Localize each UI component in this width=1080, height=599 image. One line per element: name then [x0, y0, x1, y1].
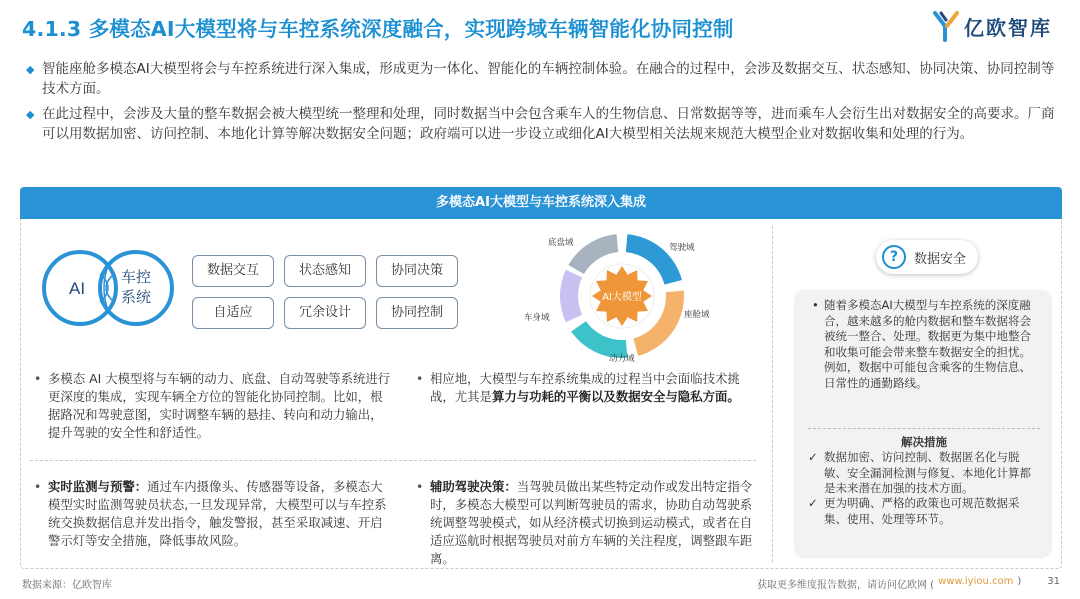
checkmark-icon: ✓ — [808, 450, 818, 464]
ai-vehicle-venn-diagram — [40, 248, 180, 328]
label-chassis-domain: 底盘域 — [548, 238, 574, 248]
diamond-bullet-icon: ◆ — [26, 108, 35, 121]
para-assisted-driving: • 辅助驾驶决策：当驾驶员做出某些特定动作或发出特定指令时，多模态大模型可以判断驾驶员的需求，协助自动驾驶系统调整驾驶模式，如从经济模式切换到运动模式，或者在自适应巡航时根据驾驶员对前方车辆的关注程度，调整跟车距离。 — [416, 479, 753, 566]
logo-text: 亿欧智库 — [964, 15, 1052, 40]
label-driving-domain: 驾驶域 — [669, 243, 695, 253]
measures-heading: 解决措施 — [901, 435, 947, 449]
data-security-label: 数据安全 — [914, 251, 967, 267]
bullet-dot: • — [812, 298, 819, 312]
bullet-dot: • — [416, 479, 424, 494]
website-link[interactable]: www.iyiou.com — [938, 576, 1014, 587]
vertical-divider — [772, 226, 773, 562]
para-realtime-monitoring: • 实时监测与预警：通过车内摄像头、传感器等设备，多模态大模型实时监测驾驶员状态,一旦发现异常，大模型可以与车控系统交换数据信息并发出指令，触发警报，甚至采取减速、开启警示灯等安全措施，降低事故风险。 — [34, 479, 387, 548]
logo-mark-icon — [932, 10, 960, 42]
label-cockpit-domain: 座舱域 — [684, 310, 710, 320]
label-power-domain: 动力域 — [609, 354, 635, 364]
para-tech-challenges: • 相应地，大模型与车控系统集成的过程当中会面临技术挑战，尤其是算力与功耗的平衡以及数据安全与隐私方面。 — [416, 371, 740, 404]
chip-adaptive: 自适应 — [192, 297, 274, 329]
card-divider — [808, 428, 1040, 429]
donut-center-label: AI大模型 — [602, 292, 642, 303]
footer-info: 获取更多维度报告数据，请访问亿欧网 ( www.iyiou.com ) 31 — [757, 576, 1060, 591]
chip-collab-control: 协同控制 — [376, 297, 458, 329]
bullet-dot: • — [34, 479, 42, 494]
chip-collab-decision: 协同决策 — [376, 255, 458, 287]
chip-redundant-design: 冗余设计 — [284, 297, 366, 329]
security-description: • 随着多模态AI大模型与车控系统的深度融合，越来越多的舱内数据和整车数据将会被统一整合、处理。数据更为集中地整合和收集可能会带来整车数据安全的担忧。例如，数据中可能包含乘客的生物信息、日常性的通勤路线。 — [812, 298, 1031, 390]
data-security-badge — [876, 240, 978, 274]
venn-ai-label: AI — [69, 279, 86, 298]
venn-right-line2: 系统 — [121, 288, 152, 306]
para-deep-integration: • 多模态 AI 大模型将与车辆的动力、底盘、自动驾驶等系统进行更深度的集成，实现车辆全方位的智能化协同控制。比如，根据路况和驾驶意图，实时调整车辆的悬挂、转向和动力输出，提升驾驶的安全性和舒适性。 — [34, 371, 391, 440]
bullet-dot: • — [416, 371, 424, 386]
checkmark-icon: ✓ — [808, 496, 818, 510]
venn-right-line1: 车控 — [121, 268, 152, 286]
chip-state-perception: 状态感知 — [284, 255, 366, 287]
horizontal-divider — [30, 460, 756, 461]
intro-bullet-2: ◆ 在此过程中，会涉及大量的整车数据会被大模型统一整理和处理，同时数据当中会包含乘车人的生物信息、日常数据等等，进而乘车人会衍生出对数据安全的高要求。厂商可以用数据加密、访问控制、本地化计算等解决数据安全问题；政府端可以进一步设立或细化AI大模型相关法规来规范大模型企业对数据收集和处理的行为。 — [26, 105, 1062, 144]
diamond-bullet-icon: ◆ — [26, 63, 35, 76]
chip-data-interaction: 数据交互 — [192, 255, 274, 287]
panel-title: 多模态AI大模型与车控系统深入集成 — [20, 187, 1062, 219]
question-icon: ? — [882, 245, 906, 269]
label-body-domain: 车身域 — [524, 313, 550, 323]
measure-item: ✓ 更为明确、严格的政策也可规范数据采集、使用、处理等环节。 — [808, 496, 1020, 526]
intro-bullet-1: ◆ 智能座舱多模态AI大模型将会与车控系统进行深入集成，形成更为一体化、智能化的车辆控制体验。在融合的过程中，会涉及数据交互、状态感知、协同决策、协同控制等技术方面。 — [26, 60, 1062, 99]
measure-item: ✓ 数据加密、访问控制、数据匿名化与脱敏、安全漏洞检测与修复、本地化计算都是未来潜在加强的技术方面。 — [808, 450, 1031, 495]
data-source: 数据来源：亿欧智库 — [22, 580, 112, 591]
page-title: 4.1.3 多模态AI大模型将与车控系统深度融合，实现跨域车辆智能化协同控制 — [22, 17, 734, 41]
page-number: 31 — [1047, 576, 1060, 587]
bullet-dot: • — [34, 371, 42, 386]
donut-segment-body — [560, 270, 582, 322]
brand-logo — [932, 10, 1052, 42]
domain-donut-diagram — [522, 228, 732, 366]
